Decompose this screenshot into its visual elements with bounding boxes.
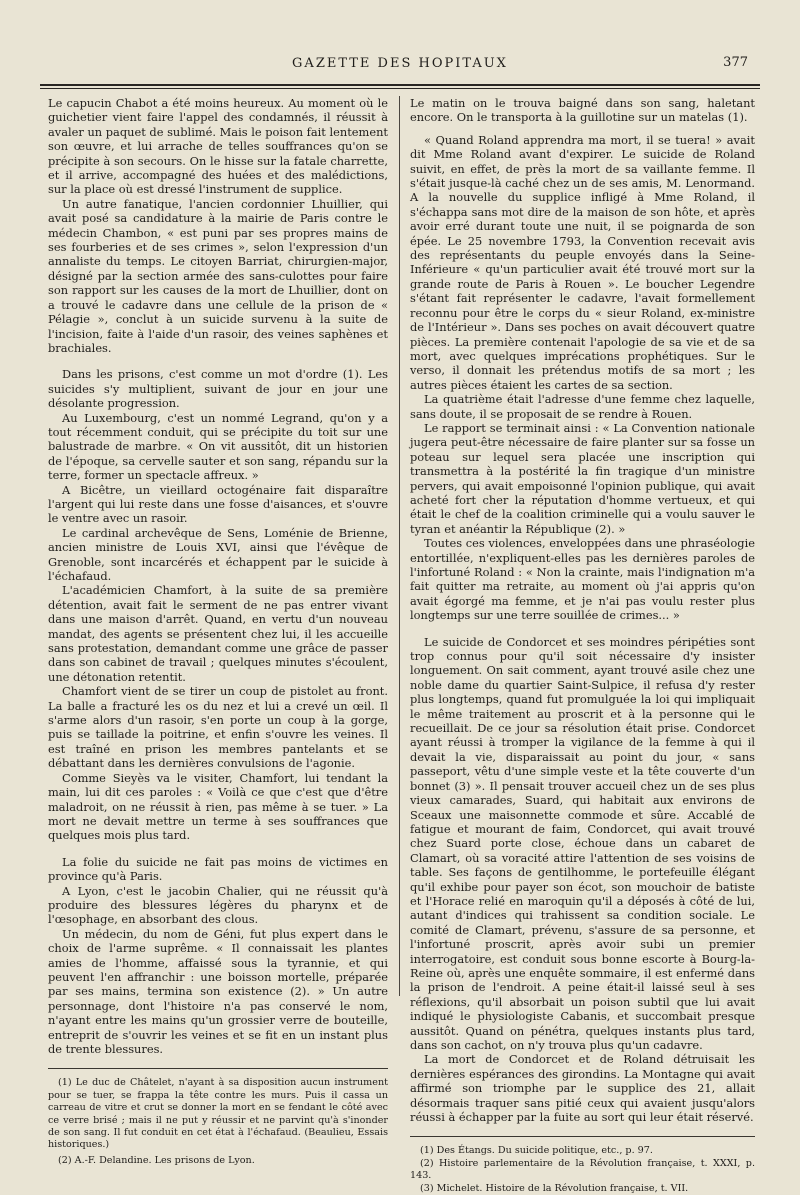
page-header	[40, 52, 760, 80]
page-number: 377	[723, 55, 748, 70]
column-divider	[399, 96, 400, 996]
paragraph: Le rapport se terminait ainsi : « La Convention nationale jugera peut-être nécessaire de faire planter sur sa fosse un poteau sur lequel sera placée une inscription qui transmettra à la postérité la fin tragique d'un ministre pervers, qui avait empoisonné l'opinion publique, qui avait acheté fort cher la réputation d'homme vertueux, et qui était le chef de la coalition criminelle qui a voulu sauver le tyran et anéantir la République (2). »	[410, 420, 755, 536]
running-title: GAZETTE DES HOPITAUX	[292, 56, 508, 71]
paragraph: La quatrième était l'adresse d'une femme chez laquelle, sans doute, il se proposait de se rendre à Rouen.	[410, 392, 755, 421]
footnote-rule	[48, 1068, 388, 1069]
footnotes	[48, 1077, 388, 1167]
paragraph: Le cardinal archevêque de Sens, Loménie de Brienne, ancien ministre de Louis XVI, ainsi que l'évêque de Grenoble, sont incarcérés et échappent par le suicide à l'échafaud.	[48, 525, 388, 583]
paragraph: Au Luxembourg, c'est un nommé Legrand, qu'on y a tout récemment conduit, qui se précipite du toit sur une balustrade de marbre. « On vit aussitôt, dit un historien de l'époque, sa cervelle sauter et son sang, répandu sur la terre, former un spectacle affreux. »	[48, 410, 388, 483]
paragraph: Toutes ces violences, enveloppées dans une phraséologie entortillée, n'expliquent-elles pas les dernières paroles de l'infortuné Roland : « Non la crainte, mais l'indignation m'a fait quitter ma retraite, au moment où j'ai appris qu'on avait égorgé ma femme, et je n'ai pas voulu rester plus longtemps sur une terre souillée de crimes... »	[410, 536, 755, 623]
footnotes	[410, 1145, 755, 1195]
left-column	[48, 96, 388, 1167]
paragraph: A Bicêtre, un vieillard octogénaire fait disparaître l'argent qui lui reste dans une fosse d'aisances, et s'ouvre le ventre avec un rasoir.	[48, 482, 388, 526]
paragraph: La mort de Condorcet et de Roland détruisait les dernières espérances des girondins. La Montagne qui avait affirmé son triomphe par le supplice des 21, allait désormais traquer sans pitié ceux qui avaient jusqu'alors réussi à échapper par la fuite au sort qui leur était réservé.	[410, 1052, 755, 1125]
paragraph: Comme Sieyès va le visiter, Chamfort, lui tendant la main, lui dit ces paroles : « Voilà ce que c'est que d'être maladroit, on ne réussit à rien, pas même à se tuer. » La mort ne devait mettre un terme à ses souffrances que quelques mois plus tard.	[48, 770, 388, 843]
paragraph: A Lyon, c'est le jacobin Chalier, qui ne réussit qu'à produire des blessures légères du pharynx et de l'œsophage, en absorbant des clous.	[48, 883, 388, 927]
footnote: (2) A.-F. Delandine. Les prisons de Lyon.	[58, 1154, 255, 1166]
paragraph: Un médecin, du nom de Géni, fut plus expert dans le choix de l'arme suprême. « Il connaissait les plantes amies de l'homme, affaissé sous la tyrannie, et qui peuvent l'en affranchir : une boisson mortelle, préparée par ses mains, termina son existence (2). » Un autre personnage, dont l'histoire n'a pas conservé le nom, n'ayant entre les mains qu'un grossier verre de bouteille, entreprit de s'ouvrir les veines et se fit en un instant plus de trente blessures.	[48, 926, 388, 1056]
paragraph: Le matin on le trouva baigné dans son sang, haletant encore. On le transporta à la guillotine sur un matelas (1).	[410, 96, 755, 125]
paragraph: Le suicide de Condorcet et ses moindres péripéties sont trop connus pour qu'il soit nécessaire d'y insister longuement. On sait comment, ayant trouvé asile chez une noble dame du quartier Saint-Sulpice, il refusa d'y rester plus longtemps, quand fut promulguée la loi qui impliquait le même traitement au proscrit et à la personne qui le recueillait. De ce jour sa résolution était prise. Condorcet ayant réussi à tromper la vigilance de la femme à qui il devait la vie, disparaissait au point du jour, « sans passeport, vêtu d'une simple veste et la tête couverte d'un bonnet (3) ». Il pensait trouver accueil chez un de ses plus vieux camarades, Suard, qui habitait aux environs de Sceaux une maisonnette commode et sûre. Accablé de fatigue et mourant de faim, Condorcet, qui avait trouvé chez Suard porte close, échoue dans un cabaret de Clamart, où sa voracité attire l'attention de ses voisins de table. Ses façons de gentilhomme, le portefeuille élégant qu'il exhibe pour payer son écot, son mouchoir de batiste et l'Horace relié en maroquin qu'il a déposés à côté de lui, autant d'indices qui trahissent sa condition sociale. Le comité de Clamart, prévenu, s'assure de sa personne, et l'infortuné proscrit, après avoir subi un premier interrogatoire, est conduit sous bonne escorte à Bourg-la-Reine où, après une enquête sommaire, il est enfermé dans la prison de l'endroit. A peine était-il laissé seul à ses réflexions, qu'il absorbait un poison subtil que lui avait indiqué le physiologiste Cabanis, et succombait presque aussitôt. Quand on pénétra, quelques instants plus tard, dans son cachot, on n'y trouva plus qu'un cadavre.	[410, 634, 755, 1052]
footnote-rule	[410, 1136, 755, 1137]
paragraph: Chamfort vient de se tirer un coup de pistolet au front. La balle a fracturé les os du nez et lui a crevé un œil. Il s'arme alors d'un rasoir, s'en porte un coup à la gorge, puis se taillade la poitrine, et enfin s'ouvre les veines. Il est traîné en prison les membres pantelants et se débattant dans les dernières convulsions de l'agonie.	[48, 684, 388, 771]
paragraph: Un autre fanatique, l'ancien cordonnier Lhuillier, qui avait posé sa candidature à la mairie de Paris contre le médecin Chambon, « est puni par ses propres mains de ses fourberies et de ses crimes », selon l'expression d'un annaliste du temps. Le citoyen Barriat, chirurgien-major, désigné par la section armée des sans-culottes pour faire son rapport sur les causes de la mort de Lhuillier, dont on a trouvé le cadavre dans une cellule de la prison de « Pélagie », conclut à un suicide survenu à la suite de l'incision, faite à l'aide d'un rasoir, des veines saphènes et brachiales.	[48, 196, 388, 355]
right-column	[410, 96, 755, 1195]
footnote: (3) Michelet. Histoire de la Révolution française, t. VII.	[420, 1182, 689, 1194]
paragraph: La folie du suicide ne fait pas moins de victimes en province qu'à Paris.	[48, 854, 388, 884]
footnote: (1) Le duc de Châtelet, n'ayant à sa disposition aucun instrument pour se tuer, se frappa la tête contre les murs. Puis il cassa un carreau de vitre et crut se donner la mort en se fendant le côté avec ce verre brisé ; mais il ne put y réussir et ne parvint qu'à s'inonder de son sang. Il fut conduit en cet état à l'échafaud. (Beaulieu, Essais historiques.)	[48, 1077, 388, 1151]
footnote: (1) Des Étangs. Du suicide politique, etc., p. 97.	[420, 1145, 653, 1157]
header-rule	[40, 84, 760, 86]
paragraph: Dans les prisons, c'est comme un mot d'ordre (1). Les suicides s'y multiplient, suivant de jour en jour une désolante progression.	[48, 367, 388, 411]
footnote: (2) Histoire parlementaire de la Révolution française, t. XXXI, p. 143.	[410, 1157, 755, 1182]
paragraph: Le capucin Chabot a été moins heureux. Au moment où le guichetier vient faire l'appel des condamnés, il réussit à avaler un paquet de sublimé. Mais le poison fait lentement son œuvre, et lui arrache de telles souffrances qu'on se précipite à son secours. On le hisse sur la fatale charrette, et il arrive, accompagné des huées et des malédictions, sur la place où est dressé l'instrument de supplice.	[48, 96, 388, 197]
header-rule-thin	[40, 88, 760, 89]
paragraph: « Quand Roland apprendra ma mort, il se tuera! » avait dit Mme Roland avant d'expirer. Le suicide de Roland suivit, en effet, de près la mort de sa vaillante femme. Il s'était jusque-là caché chez un de ses amis, M. Lenormand. A la nouvelle du supplice infligé à Mme Roland, il s'échappa sans mot dire de la maison de son hôte, et après avoir erré durant toute une nuit, il se poignarda de son épée. Le 25 novembre 1793, la Convention recevait avis des représentants du peuple envoyés dans la Seine-Inférieure « qu'un particulier avait été trouvé mort sur la grande route de Paris à Rouen ». Le boucher Legendre s'étant fait représenter le cadavre, l'avait formellement reconnu pour être le corps du « sieur Roland, ex-ministre de l'Intérieur ». Dans ses poches on avait découvert quatre pièces. La première contenait l'apologie de sa vie et de sa mort, avec quelques imprécations prophétiques. Sur le verso, il donnait les prétendus motifs de sa mort ; les autres pièces étaient les cartes de sa section.	[410, 132, 755, 392]
paragraph: L'académicien Chamfort, à la suite de sa première détention, avait fait le serment de ne pas entrer vivant dans une maison d'arrêt. Quand, en vertu d'un nouveau mandat, des agents se présentent chez lui, il les accueille sans protestation, demandant comme une grâce de passer dans son cabinet de travail ; quelques minutes s'écoulent, une détonation retentit.	[48, 583, 388, 684]
